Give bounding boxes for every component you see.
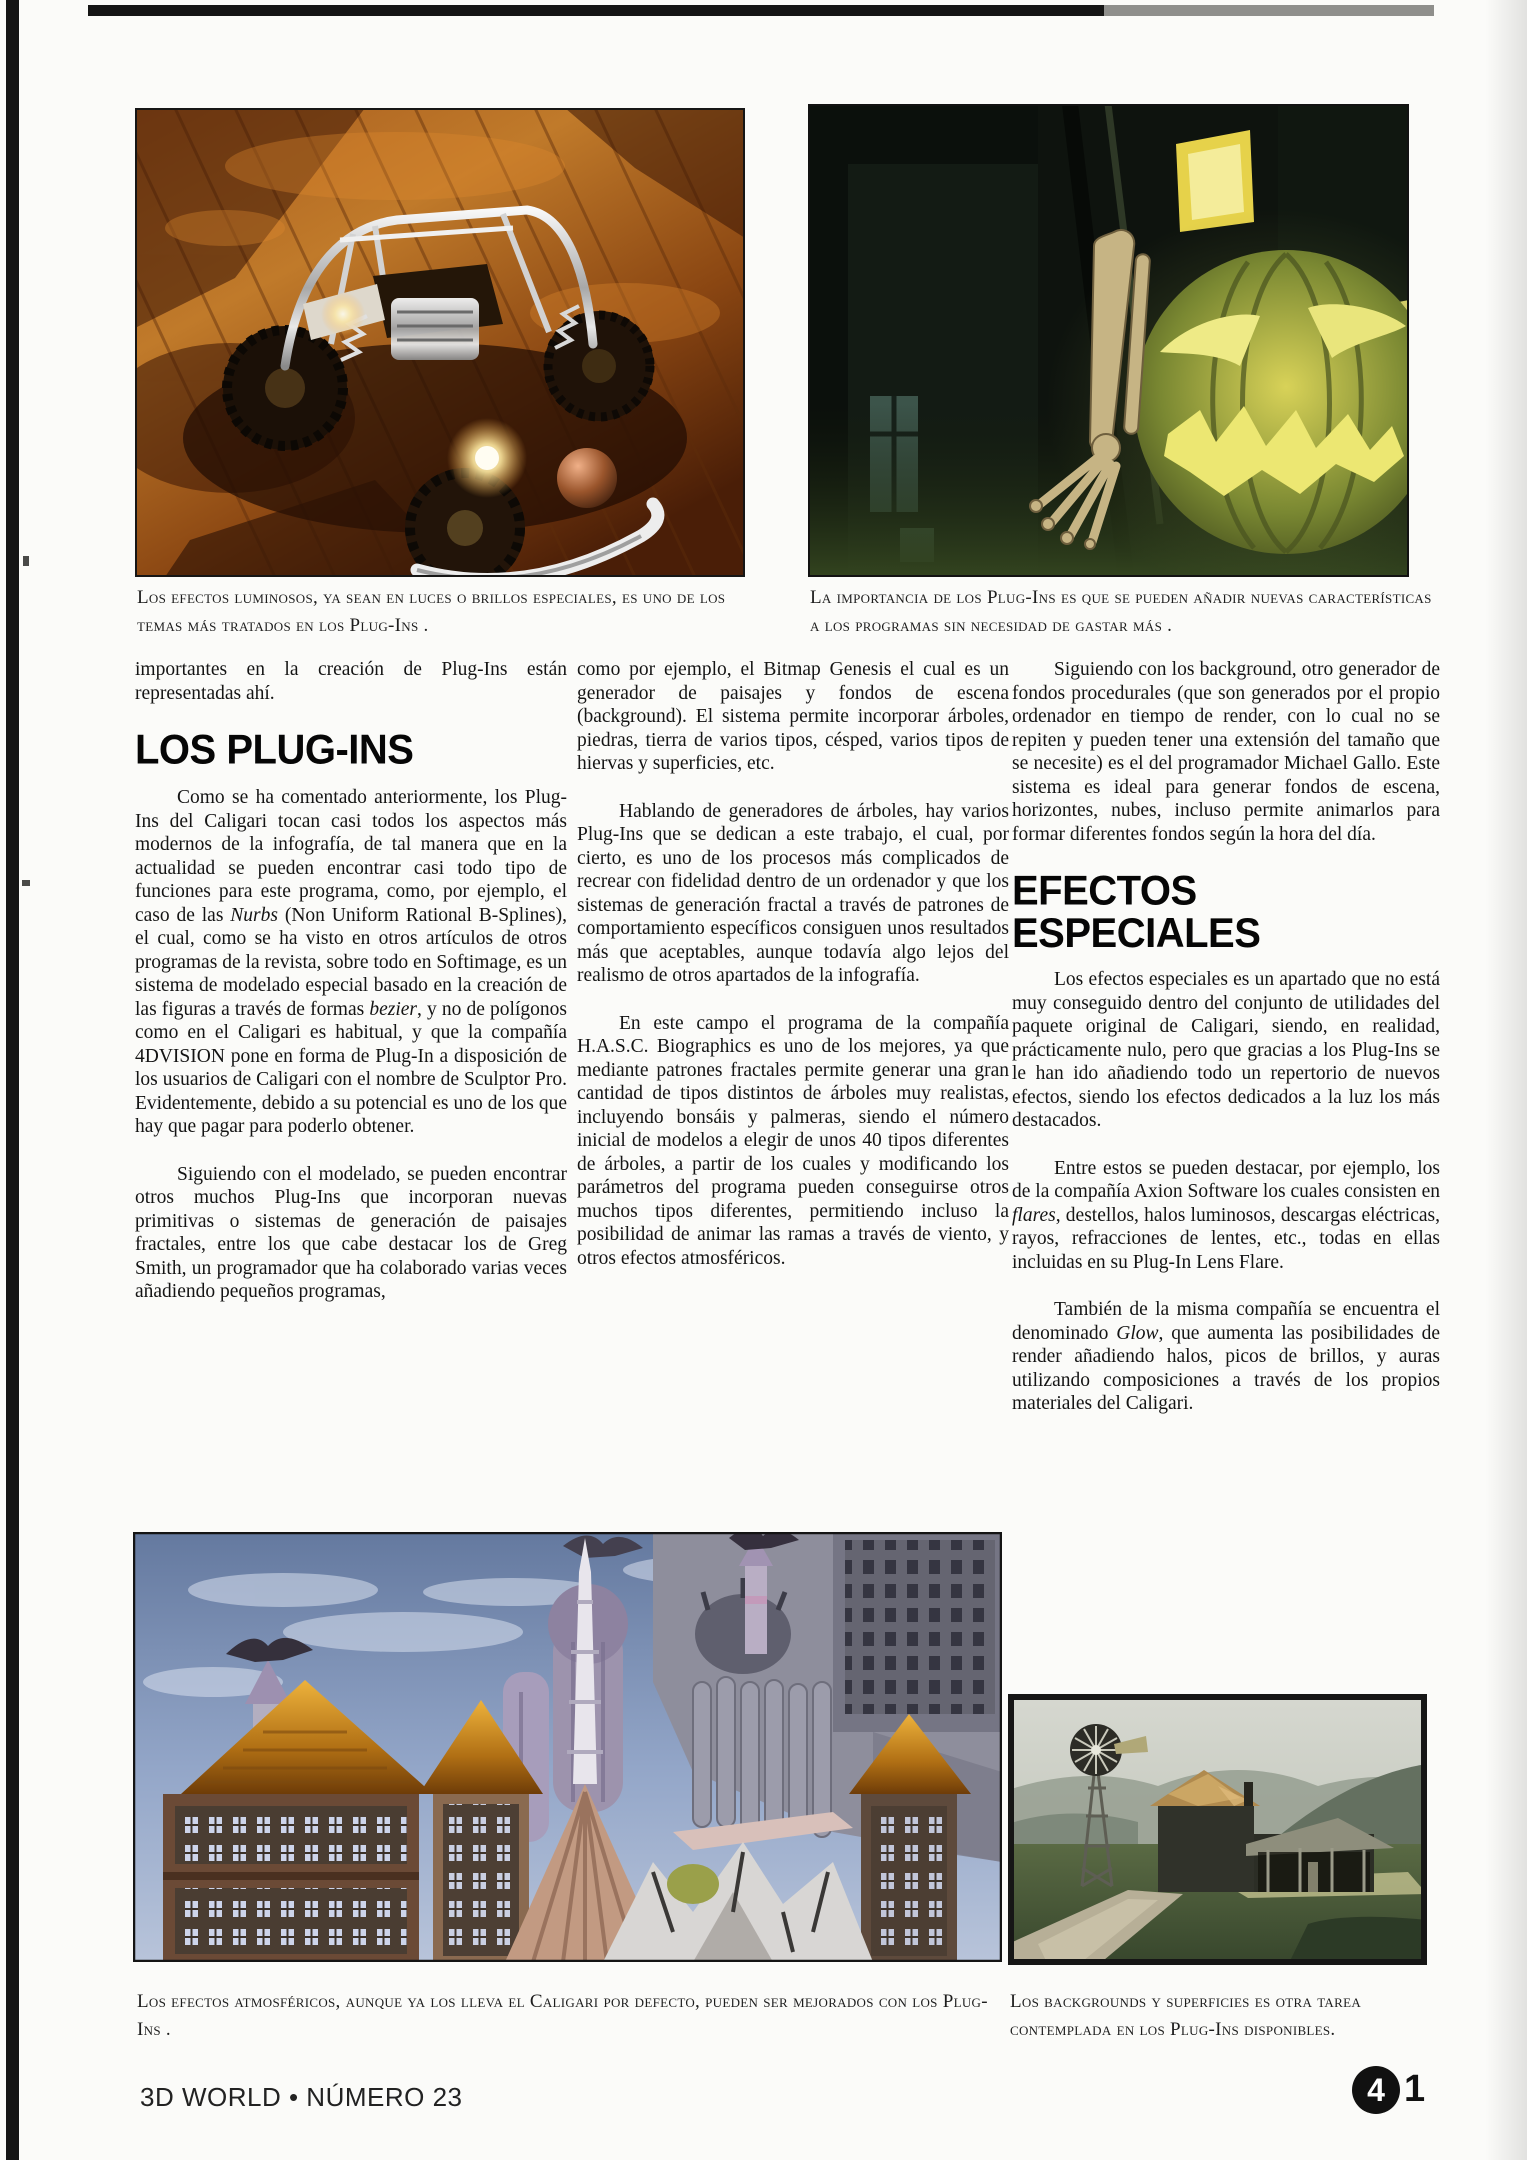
castle-render-image (133, 1532, 1002, 1962)
article-column-2 (577, 658, 1009, 1534)
scan-speck (23, 556, 29, 566)
section-heading-efectos-especiales (1012, 867, 1440, 957)
caption-bottom-right: Los backgrounds y superficies es otra tarea contemplada en los Plug-Ins disponibles. (1010, 1991, 1362, 2040)
section-heading-los-plug-ins: LOS PLUG-INS (135, 726, 414, 773)
body-paragraph: importantes en la creación de Plug-Ins están representadas ahí. (135, 659, 567, 704)
scan-shade-right (1485, 0, 1527, 2160)
pumpkin-render-image (808, 104, 1409, 577)
body-paragraph: También de la misma compañía se encuentra el denominado Glow, que aumenta las posibilidades de render añadiendo halos, picos de brillos, y auras utilizando composiciones a través de los propios materiales del Caligari. (1012, 1299, 1440, 1414)
body-paragraph: En este campo el programa de la compañía H.A.S.C. Biographics es uno de los mejores, ya que mediante patrones fractales permite generar una gran cantidad de tipos distintos de árboles muy realistas, incluyendo bonsáis y palmeras, siendo el número inicial de modelos a elegir de unos 40 tipos diferentes de árboles, a partir de los cuales y modificando los parámetros del programa pueden conseguirse otros muchos tipos diferentes, permitiendo incluso la posibilidad de animar las ramas a través de viento, y otros efectos atmosféricos. (577, 1012, 1009, 1269)
article-column-1 (135, 658, 567, 1534)
body-paragraph: Los efectos especiales es un apartado que no está muy conseguido dentro del conjunto de utilidades del paquete original de Caligari, siendo, en realidad, prácticamente nulo, pero que gracias a los Plug-Ins se le han ido añadiendo todo un repertorio de nuevos efectos, siendo los efectos dedicados a la luz los más destacados. (1012, 969, 1440, 1131)
figure-chrome-buggy-render (135, 108, 745, 577)
figure-farm-background-render (1008, 1694, 1427, 1965)
article-column-3 (1012, 658, 1440, 1694)
scan-edge-top (88, 5, 1104, 16)
footer-magazine-title: 3D WORLD • NÚMERO 23 (140, 2082, 463, 2112)
caption-top-right: La importancia de los Plug-Ins es que se pueden añadir nuevas características a los programas sin necesidad de gastar más . (810, 587, 1432, 636)
page-number: 1 (1404, 2068, 1426, 2110)
figure-castle-city-render (133, 1532, 1002, 1962)
body-paragraph: Entre estos se pueden destacar, por ejemplo, los de la compañía Axion Software los cuales consisten en flares, destellos, halos luminosos, descargas eléctricas, rayos, refracciones de lentes, etc., todas en ellas incluidas en su Plug-In Lens Flare. (1012, 1157, 1440, 1273)
body-paragraph: Como se ha comentado anteriormente, los Plug-Ins del Caligari tocan casi todos los aspectos más modernos de la infografía, de tal manera que en la actualidad se pueden encontrar casi todo tipo de funciones para este programa, como, por ejemplo, el caso de las Nurbs (Non Uniform Rational B-Splines), el cual, como se ha visto en otros artículos de otros programas de la revista, sobre todo en Softimage, es un sistema de modelado especial basado en la creación de las figuras a través de formas bezier, y no de polígonos como en el Caligari es habitual, y que la compañía 4DVISION pone en forma de Plug-In a disposición de los usuarios de Caligari con el nombre de Sculptor Pro. Evidentemente, debido a su potencial es uno de los que hay que pagar para poderlo obtener. (135, 787, 567, 1137)
caption-bottom-left: Los efectos atmosféricos, aunque ya los lleva el Caligari por defecto, pueden ser mejorados con los Plug-Ins . (137, 1991, 988, 2040)
scan-edge-top-gray (1104, 5, 1434, 16)
scan-speck (22, 880, 30, 886)
caption-top-left: Los efectos luminosos, ya sean en luces o brillos especiales, es uno de los temas más tratados en los Plug-Ins . (137, 587, 726, 636)
page-number-badge: 4 (1352, 2066, 1400, 2114)
buggy-render-image (135, 108, 745, 577)
body-paragraph: Hablando de generadores de árboles, hay varios Plug-Ins que se dedican a este trabajo, el cual, por cierto, es uno de los procesos más complicados de recrear con fidelidad dentro de un ordenador y que los sistemas de generación fractal a través de patrones de comportamiento específicos consiguen unos resultados más que aceptables, aunque todavía algo lejos del realismo de otros apartados de la infografía. (577, 800, 1009, 986)
body-paragraph: Siguiendo con el modelado, se pueden encontrar otros muchos Plug-Ins que incorporan nuevas primitivas o sistemas de generación de paisajes fractales, entre los que cabe destacar los de Greg Smith, un programador que ha colaborado varias veces añadiendo pequeños programas, (135, 1163, 567, 1302)
body-paragraph: Siguiendo con los background, otro generador de fondos procedurales (que son generados por el propio ordenador en tiempo de render, con lo cual no se repiten y pueden tener una extensión del tamaño que se necesite) es el del programador Michael Gallo. Este sistema es ideal para generar fondos de escena, horizontes, nubes, incluso permite animarlos para formar diferentes fondos según la hora del día. (1012, 659, 1440, 845)
scan-edge-left (6, 0, 19, 2160)
farm-render-image (1008, 1694, 1427, 1965)
heading-line: EFECTOS (1012, 867, 1197, 914)
figure-pumpkin-render (808, 104, 1409, 577)
heading-line: ESPECIALES (1012, 910, 1261, 957)
body-paragraph: como por ejemplo, el Bitmap Genesis el cual es un generador de paisajes y fondos de escena (background). El sistema permite incorporar árboles, piedras, tierra de varios tipos, césped, varios tipos de hiervas y superficies, etc. (577, 659, 1009, 774)
